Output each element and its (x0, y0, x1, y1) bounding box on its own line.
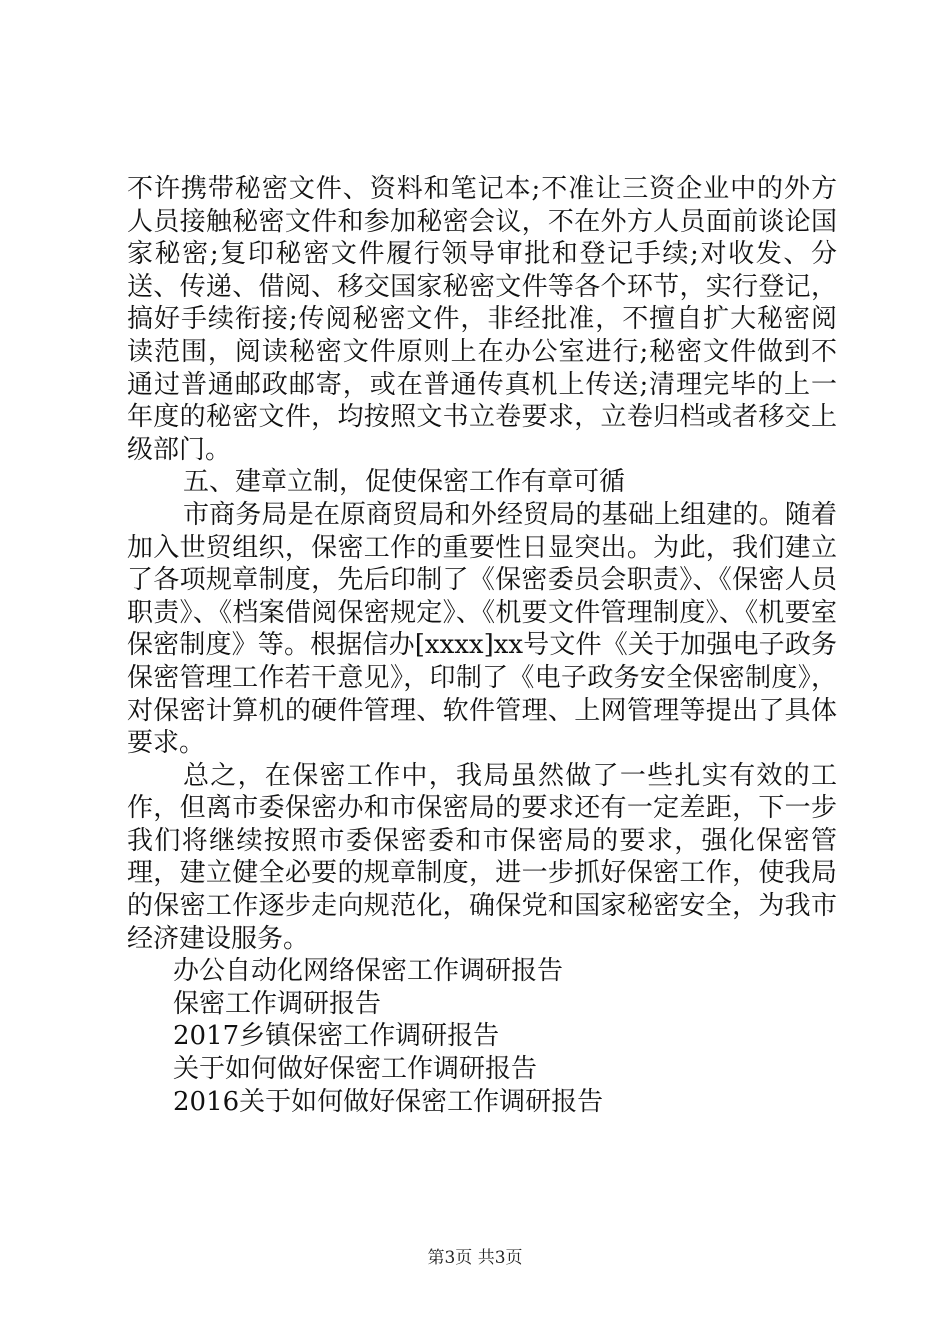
related-titles-list (127, 955, 837, 1118)
related-title-item: 办公自动化网络保密工作调研报告 (173, 956, 564, 987)
paragraph-regulations: 市商务局是在原商贸局和外经贸局的基础上组建的。随着加入世贸组织，保密工作的重要性日显突出。为此，我们建立了各项规章制度，先后印制了《保密委员会职责》、《保密人员职责》、《档案借阅保密规定》、《机要文件管理制度》、《机要室保密制度》等。根据信办[xxxx]xx号文件《关于加强电子政务保密管理工作若干意见》，印制了《电子政务安全保密制度》，对保密计算机的硬件管理、软件管理、上网管理等提出了具体要求。 (127, 499, 837, 759)
paragraph-summary: 总之，在保密工作中，我局虽然做了一些扎实有效的工作，但离市委保密办和市保密局的要求还有一定差距，下一步我们将继续按照市委保密委和市保密局的要求，强化保密管理，建立健全必要的规章制度，进一步抓好保密工作，使我局的保密工作逐步走向规范化，确保党和国家秘密安全，为我市经济建设服务。 (127, 760, 837, 954)
related-title-item: 关于如何做好保密工作调研报告 (173, 1054, 538, 1085)
related-title-item: 2016关于如何做好保密工作调研报告 (173, 1086, 604, 1117)
document-body (127, 173, 837, 1118)
page-number-footer: 第3页 共3页 (427, 1248, 523, 1268)
section-heading-regulations: 五、建章立制，促使保密工作有章可循 (183, 467, 626, 498)
related-title-item: 保密工作调研报告 (173, 988, 382, 1019)
related-title-item: 2017乡镇保密工作调研报告 (173, 1021, 500, 1052)
paragraph-confidential-file-rules: 不许携带秘密文件、资料和笔记本;不准让三资企业中的外方人员接触秘密文件和参加秘密会议，不在外方人员面前谈论国家秘密;复印秘密文件履行领导审批和登记手续;对收发、分送、传递、借阅、移交国家秘密文件等各个环节，实行登记，搞好手续衔接;传阅秘密文件，非经批准，不擅自扩大秘密阅读范围，阅读秘密文件原则上在办公室进行;秘密文件做到不通过普通邮政邮寄，或在普通传真机上传送;清理完毕的上一年度的秘密文件，均按照文书立卷要求，立卷归档或者移交上级部门。 (127, 174, 837, 465)
